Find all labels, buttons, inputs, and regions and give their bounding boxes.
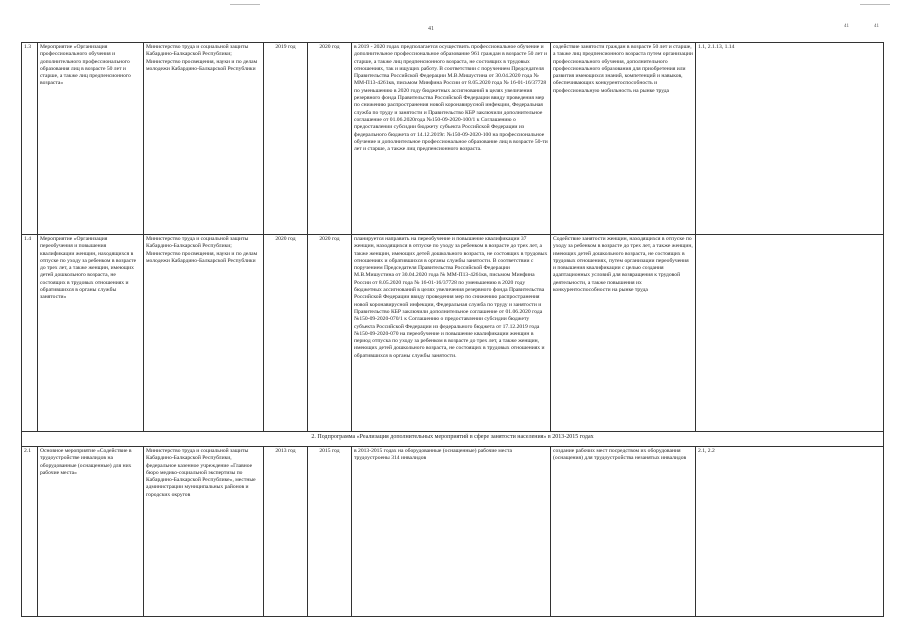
program-table bbox=[21, 42, 884, 617]
end-year: 2020 год bbox=[308, 43, 352, 235]
related-indicators: 2.1, 2.2 bbox=[696, 447, 884, 617]
start-year: 2013 год bbox=[264, 447, 308, 617]
event-name: Основное мероприятие «Содействие в трудоустройстве инвалидов на оборудованные (оснащенные) для них рабочие места» bbox=[38, 447, 144, 617]
corner-mark: 41 bbox=[844, 24, 849, 29]
scan-line bbox=[230, 4, 260, 5]
executor: Министерство труда и социальной защиты Кабардино-Балкарской Республики; Министерство просвещения, науки и по делам молодежи Кабардино-Балкарской Республики bbox=[144, 43, 264, 235]
expected-result: Содействие занятости женщин, находящихся в отпуске по уходу за ребенком в возрасте до трех лет, а также женщин, имеющих детей дошкольного возраста, не состоящих в трудовых отношениях, путем организации переобучения и повышения квалификации с целью создания адаптационных условий для возвращения к трудовой деятельности, а также повышения их конкурентоспособности на рынке труда bbox=[551, 235, 696, 432]
expected-result: создание рабочих мест посредством их оборудования (оснащения) для трудоустройства незанятых инвалидов bbox=[551, 447, 696, 617]
table-row bbox=[22, 43, 884, 235]
subprogram-heading-row bbox=[22, 432, 884, 447]
event-name: Мероприятие «Организация переобучения и повышения квалификации женщин, находящихся в отпуске по уходу за ребенком в возрасте до трех лет, а также женщин, имеющих детей дошкольного возраста, не состоящих в трудовых отношениях и обратившихся в органы службы занятости» bbox=[38, 235, 144, 432]
subprogram-heading: 2. Подпрограмма «Реализация дополнительных мероприятий в сфере занятости населения» в 2013-2015 годах bbox=[22, 432, 884, 447]
executor: Министерство труда и социальной защиты Кабардино-Балкарской Республики, федеральное казенное учреждение «Главное бюро медико-социальной экспертизы по Кабардино-Балкарской Республике», местные администрации муниципальных районов и городских округов bbox=[144, 447, 264, 617]
executor: Министерство труда и социальной защиты Кабардино-Балкарской Республики; Министерство просвещения, науки и по делам молодежи Кабардино-Балкарской Республики bbox=[144, 235, 264, 432]
end-year: 2015 год bbox=[308, 447, 352, 617]
related-indicators: 1.1, 2.1.13, 1.14 bbox=[696, 43, 884, 235]
table-row bbox=[22, 447, 884, 617]
end-year: 2020 год bbox=[308, 235, 352, 432]
start-year: 2020 год bbox=[264, 235, 308, 432]
corner-mark: 41 bbox=[874, 24, 879, 29]
start-year: 2019 год bbox=[264, 43, 308, 235]
row-number: 2.1 bbox=[22, 447, 38, 617]
description: в 2019 - 2020 годах предполагается осуществить профессиональное обучение и дополнительное профессиональное образование 961 граждан в возрасте 50 лет и старше, а также лиц предпенсионного возраста, не состоящих в трудовых отношениях, так и ищущих работу. В соответствии с поручением Председателя Правительства Российской Федерации М.В.Мишустина от 30.04.2020 года № ММ-П13-4261кв, письмом Минфина России от 8.05.2020 года № 16-01-16/37728 по уменьшению в 2020 году бюджетных ассигнований в целях увеличения резервного фонда Правительства Российской Федерации ввиду проведения мер по снижению распространения новой коронавирусной инфекции, Федеральная служба по труду и занятости и Правительство КБР заключили дополнительное соглашение от 01.06.2020года №150-09-2020-100/1 к Соглашению о предоставлении субсидии бюджету субъекта Российской Федерации из федерального бюджета от 14.12.2019г. №150-09-2020-100 на профессиональное обучение и дополнительное профессиональное образование лиц в возрасте 50-ти лет и старше, а также лиц предпенсионного возраста. bbox=[352, 43, 551, 235]
event-name: Мероприятие «Организация профессионального обучения и дополнительного профессионального образования лиц в возрасте 50 лет и старше, а также лиц предпенсионного возраста» bbox=[38, 43, 144, 235]
description: планируется направить на переобучение и повышение квалификации 37 женщин, находящихся в отпуске по уходу за ребенком в возрасте до трех лет, а также женщин, имеющих детей дошкольного возраста, не состоящих в трудовых отношениях и обратившихся в органы службы занятости. В соответствии с поручением Председателя Правительства Российской Федерации М.В.Мишустина от 30.04.2020 года № ММ-П13-4261кв, письмом Минфина России от 8.05.2020 года № 16-01-16/37728 по уменьшению в 2020 году бюджетных ассигнований в целях увеличения резервного фонда Правительства Российской Федерации ввиду проведения мер по снижению распространения новой коронавирусной инфекции, Федеральная служба по труду и занятости и Правительство КБР заключили дополнительное соглашение от 01.06.2020 года №150-09-2020-070/1 к Соглашению о предоставлении субсидии бюджету субъекта Российской Федерации из федерального бюджета от 17.12.2019 года №150-09-2020-070 на переобучение и повышение квалификации женщин в период отпуска по уходу за ребенком в возрасте до трех лет, а также женщин, имеющих детей дошкольного возраста, не состоящих в трудовых отношениях и обратившихся в органы службы занятости. bbox=[352, 235, 551, 432]
table-row bbox=[22, 235, 884, 432]
row-number: 1.3 bbox=[22, 43, 38, 235]
description: в 2013-2015 годах на оборудованные (оснащенные) рабочие места трудоустроены 314 инвалидов bbox=[352, 447, 551, 617]
scan-line bbox=[860, 4, 890, 5]
expected-result: содействие занятости граждан в возрасте 50 лет и старше, а также лиц предпенсионного возраста путем организации профессионального обучения, дополнительного профессионального образования для приобретения или развития имеющихся знаний, компетенций и навыков, обеспечивающих конкурентоспособность и профессиональную мобильность на рынке труда bbox=[551, 43, 696, 235]
row-number: 1.4 bbox=[22, 235, 38, 432]
related-indicators bbox=[696, 235, 884, 432]
page-number: 41 bbox=[428, 26, 434, 32]
